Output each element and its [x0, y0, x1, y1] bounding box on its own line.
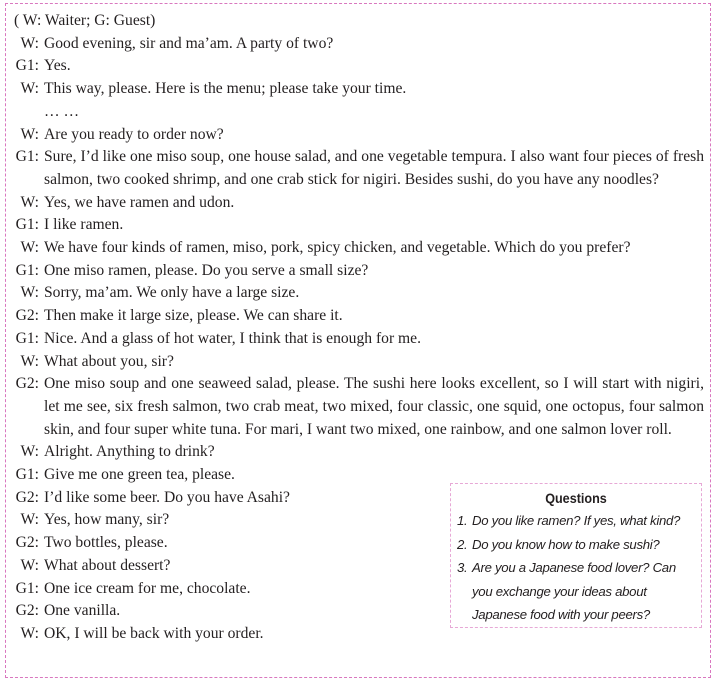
dialogue-text: Give me one green tea, please. [44, 466, 235, 484]
dialogue-line [14, 351, 704, 374]
speaker-label: G1: [15, 148, 39, 166]
dialogue-line [14, 78, 704, 101]
speaker-label: W: [20, 125, 39, 143]
speaker-label: G1: [15, 216, 39, 234]
dialogue-text: This way, please. Here is the menu; please take your time. [44, 80, 407, 98]
dialogue-line [14, 124, 704, 147]
dialogue-line [14, 441, 704, 464]
dialogue-line [14, 260, 704, 283]
dialogue-line [14, 237, 704, 260]
dialogue-line [14, 192, 704, 215]
dialogue-line [14, 214, 704, 237]
speaker-label: W: [20, 80, 39, 98]
speaker-label: W: [20, 352, 39, 370]
speaker-label: W: [20, 34, 39, 52]
legend-line [14, 10, 704, 33]
speaker-label: W: [20, 624, 39, 642]
speaker-label: G1: [15, 57, 39, 75]
dialogue-text: Sorry, ma’am. We only have a large size. [44, 284, 300, 302]
speaker-label: G1: [15, 466, 39, 484]
dialogue-text: One miso ramen, please. Do you serve a small size? [44, 261, 369, 279]
question-text: Do you like ramen? If yes, what kind? [472, 513, 681, 528]
dialogue-text: Yes, how many, sir? [44, 511, 170, 529]
dialogue-text: Sure, I’d like one miso soup, one house salad, and one vegetable tempura. I also want four pieces of fresh salmon, two cooked shrimp, and one crab stick for nigiri. Besides sushi, do you have any noodles? [44, 148, 704, 188]
speaker-label: G2: [15, 602, 39, 620]
questions-box [450, 483, 702, 628]
dialogue-line [14, 146, 704, 191]
question-number: 3. [457, 560, 468, 575]
dialogue-text: Nice. And a glass of hot water, I think that is enough for me. [44, 329, 422, 347]
dialogue-text: What about you, sir? [44, 352, 174, 370]
speaker-label: G2: [15, 375, 39, 393]
dialogue-text: One ice cream for me, chocolate. [44, 579, 251, 597]
dialogue-text: Are you ready to order now? [44, 125, 224, 143]
speaker-label: W: [20, 284, 39, 302]
dialogue-text: Yes. [44, 57, 71, 75]
speaker-label: W: [20, 556, 39, 574]
speaker-label: W: [20, 193, 39, 211]
question-number: 1. [457, 513, 468, 528]
questions-title: Questions [545, 490, 607, 506]
dialogue-line [14, 55, 704, 78]
question-text: Do you know how to make sushi? [472, 536, 660, 552]
dialogue-line [14, 33, 704, 56]
question-item [457, 556, 695, 627]
speaker-label: W: [20, 239, 39, 257]
ellipsis-line [14, 101, 704, 124]
dialogue-text: Good evening, sir and ma’am. A party of two? [44, 34, 334, 52]
dialogue-line [14, 373, 704, 441]
dialogue-text: What about dessert? [44, 556, 171, 574]
speaker-label: G2: [15, 534, 39, 552]
speaker-label: G1: [15, 579, 39, 597]
dialogue-text: Two bottles, please. [44, 534, 168, 552]
speaker-label: G1: [15, 261, 39, 279]
dialogue-line [14, 282, 704, 305]
dialogue-line [14, 328, 704, 351]
speaker-label: G2: [15, 307, 39, 325]
dialogue-text: Then make it large size, please. We can share it. [44, 307, 343, 325]
dialogue-text: I’d like some beer. Do you have Asahi? [44, 488, 290, 506]
speaker-label: G1: [15, 329, 39, 347]
ellipsis-text: … … [44, 102, 80, 120]
speaker-label: W: [20, 443, 39, 461]
speaker-legend: ( W: Waiter; G: Guest) [14, 12, 156, 29]
speaker-label: G2: [15, 488, 39, 506]
dialogue-text: Yes, we have ramen and udon. [44, 193, 235, 211]
dialogue-text: OK, I will be back with your order. [44, 624, 264, 642]
dialogue-line [14, 305, 704, 328]
dialogue-text: Alright. Anything to drink? [44, 443, 215, 461]
dialogue-text: I like ramen. [44, 216, 124, 234]
question-text: Are you a Japanese food lover? Can you exchange your ideas about Japanese food with your peers? [472, 560, 676, 622]
dialogue-text: One miso soup and one seaweed salad, please. The sushi here looks excellent, so I will start with nigiri, let me see, six fresh salmon, two crab meat, two mixed, four classic, one squid, one octopus, four salmon skin, and four super white tuna. For mari, I want two mixed, one rainbow, and one salmon lover roll. [44, 375, 704, 438]
dialogue-text: We have four kinds of ramen, miso, pork, spicy chicken, and vegetable. Which do you prefer? [44, 239, 631, 257]
dialogue-text: One vanilla. [44, 602, 121, 620]
question-item [457, 509, 695, 533]
question-number: 2. [457, 536, 468, 552]
speaker-label: W: [20, 511, 39, 529]
question-item [457, 533, 695, 557]
